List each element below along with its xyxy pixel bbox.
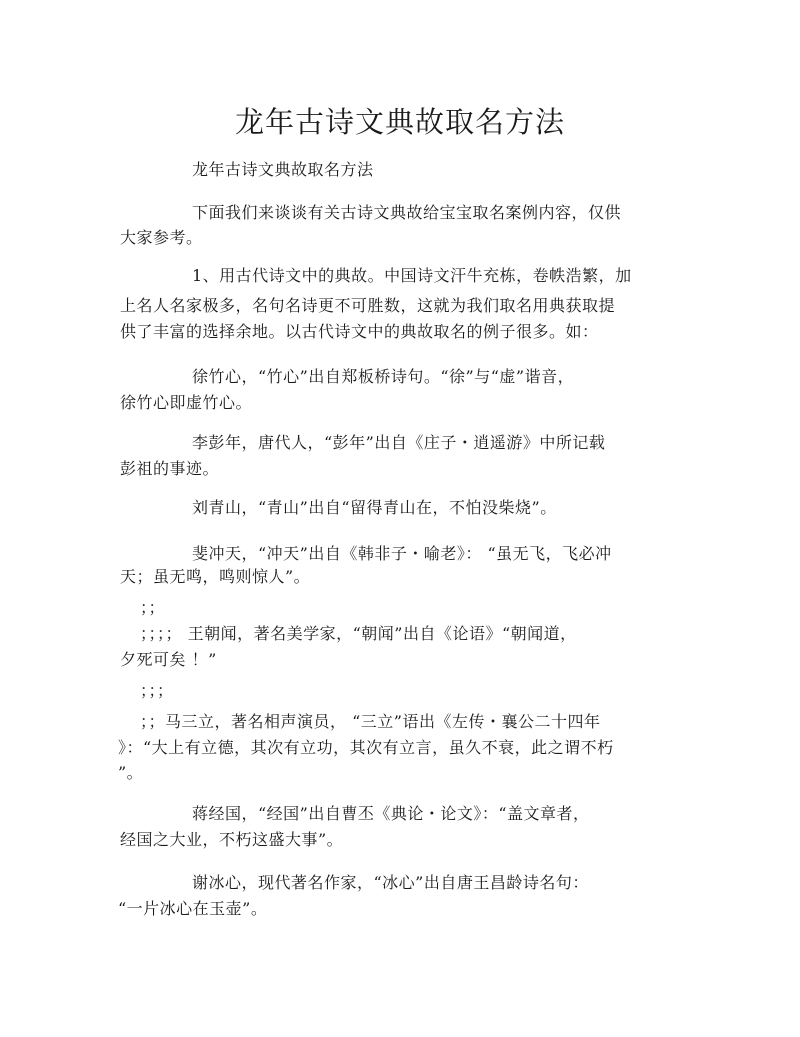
example-xie-line-2: “一片冰心在玉壶”。: [118, 899, 268, 918]
document-title: 龙年古诗文典故取名方法: [234, 105, 565, 139]
example-fei-line-1: 斐冲天，“冲天”出自《韩非子・喻老》： “虽无飞，飞必冲: [192, 544, 612, 563]
example-jiang-line-1: 蒋经国，“经国”出自曹丕《典论・论文》：“盖文章者，: [192, 804, 590, 823]
example-fei-line-2: 天；虽无鸣，鸣则惊人”。: [120, 567, 311, 586]
example-ma-line-2: 》：“大上有立德，其次有立功，其次有立言，虽久不衰，此之谓不朽: [118, 738, 614, 757]
separator-line-2: ；；；: [140, 681, 174, 700]
separator-line-1: ；；: [140, 598, 166, 617]
subtitle-line: 龙年古诗文典故取名方法: [192, 160, 374, 179]
example-li-line-1: 李彭年，唐代人，“彭年”出自《庄子・逍遥游》中所记载: [192, 433, 606, 452]
intro-line-1: 下面我们来谈谈有关古诗文典故给宝宝取名案例内容，仅供: [192, 203, 622, 222]
example-ma-line-1: ；；马三立，著名相声演员， “三立”语出《左传・襄公二十四年: [140, 712, 601, 731]
section1-line-3: 供了丰富的选择余地。以古代诗文中的典故取名的例子很多。如：: [120, 322, 599, 341]
example-xu-line-2: 徐竹心即虚竹心。: [120, 393, 253, 412]
example-xu-line-1: 徐竹心，“竹心”出自郑板桥诗句。“徐”与“虚”谐音，: [192, 367, 575, 386]
example-wang-line-2: 夕死可矣 ！”: [120, 650, 217, 669]
example-li-line-2: 彭祖的事迹。: [120, 459, 220, 478]
section1-line-1: 1、用古代诗文中的典故。中国诗文汗牛充栋，卷帙浩繁，加: [192, 266, 632, 285]
example-jiang-line-2: 经国之大业，不朽这盛大事”。: [120, 830, 344, 849]
example-xie-line-1: 谢冰心，现代著名作家，“冰心”出自唐王昌龄诗名句：: [192, 873, 589, 892]
example-ma-line-3: ”。: [118, 763, 144, 782]
section1-line-2: 上名人名家极多，名句名诗更不可胜数，这就为我们取名用典获取提: [120, 296, 616, 315]
example-wang-line-1: ；；；； 王朝闻，著名美学家，“朝闻”出自《论语》“朝闻道，: [140, 624, 577, 643]
intro-line-2: 大家参考。: [120, 228, 203, 247]
example-liu-line: 刘青山，“青山”出自“留得青山在，不怕没柴烧”。: [192, 498, 557, 517]
